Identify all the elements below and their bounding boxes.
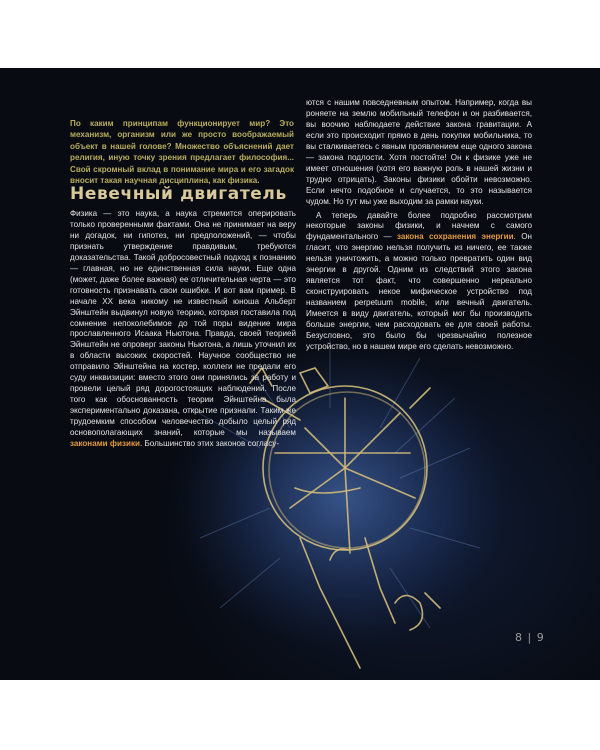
body-text: А теперь давайте более подробно рассмотрим некоторые законы физики, и начнем с самого фундаментального — <box>306 210 532 242</box>
body-paragraph <box>70 209 296 450</box>
intro-paragraph: По каким принципам функционирует мир? Это механизм, организм или же просто воображаемый объект в нашей голове? Множество объяснений дает религия, иную точку зрения предлагает философия... Свой скромный вклад в понимание мира и его загадок вносит такая научная дисциплина, как физика. <box>70 119 294 186</box>
magazine-spread <box>0 68 600 680</box>
highlight-laws-of-physics: законами физики <box>70 439 140 449</box>
body-text: Физика — это наука, а наука стремится оперировать только проверенными фактами. Она не принимает на веру ни догадок, ни гипотез, ни предположений, — чтобы признать утверждение правдивым, требуются доказательства. Такой добросовестный подход к познанию — главная, но не единственная сила науки. Еще одна (может, даже более важная) ее отличительная черта — это готовность признавать свои ошибки. И вот вам пример. В начале XX века никому не известный юноша Альберт Эйнштейн выдвинул новую теорию, которая поставила под сомнение непоколебимое до той поры видение мира прославленного Исаака Ньютона. Правда, своей теорией Эйнштейн не опроверг законы Ньютона, а лишь уточнил их в области высоких скоростей. Научное сообщество не отправило Эйнштейна на костер, коллеги не предали его суду инквизиции: вместо этого они принялись за работу и провели целый ряд дорогостоящих наблюдений. После того как обоснованность теории Эйнштейна была экспериментально доказана, открытие признали. Таким же трудоемким способом человечество добыло целый ряд основополагающих знаний, которые мы называем <box>70 209 296 438</box>
left-column <box>70 209 296 450</box>
highlight-energy-conservation: закона сохранения энергии <box>396 232 514 242</box>
body-text: . Он гласит, что энергию нельзя получить из ничего, ее также нельзя уничтожить, а можно только превратить один вид энергии в другой. Одним из следствий этого закона является тот факт, что совершенно нереально сконструировать некое мифическое устройство под названием perpetuum mobile, или вечный двигатель. Имеется в виду двигатель, который мог бы производить больше энергии, чем расходовать ее для своей работы. Безусловно, это было бы чрезвычайно полезное устройство, но в нашем мире его сделать невозможно. <box>306 232 532 351</box>
body-paragraph: ются с нашим повседневным опытом. Например, когда вы роняете на землю мобильный телефон и он разбивается, вы воочию наблюдаете действие закона гравитации. А если это происходит прямо в день покупки мобильника, то вы сталкиваетесь с явным проявлением еще одного закона — закона подлости. Хотя постойте! Он к физике уже не имеет отношения (хотя его важную роль в нашей жизни и трудно отрицать). Законы физики обойти невозможно. Если нечто подобное и случается, то это называется чудом. Но тут мы уже выходим за рамки науки. <box>306 98 532 206</box>
right-column <box>306 98 532 353</box>
body-paragraph <box>306 211 532 353</box>
section-heading: Невечный двигатель <box>70 184 287 204</box>
body-text: . Большинство этих законов согласу- <box>140 439 280 449</box>
page-numbers: 8 | 9 <box>515 631 545 644</box>
